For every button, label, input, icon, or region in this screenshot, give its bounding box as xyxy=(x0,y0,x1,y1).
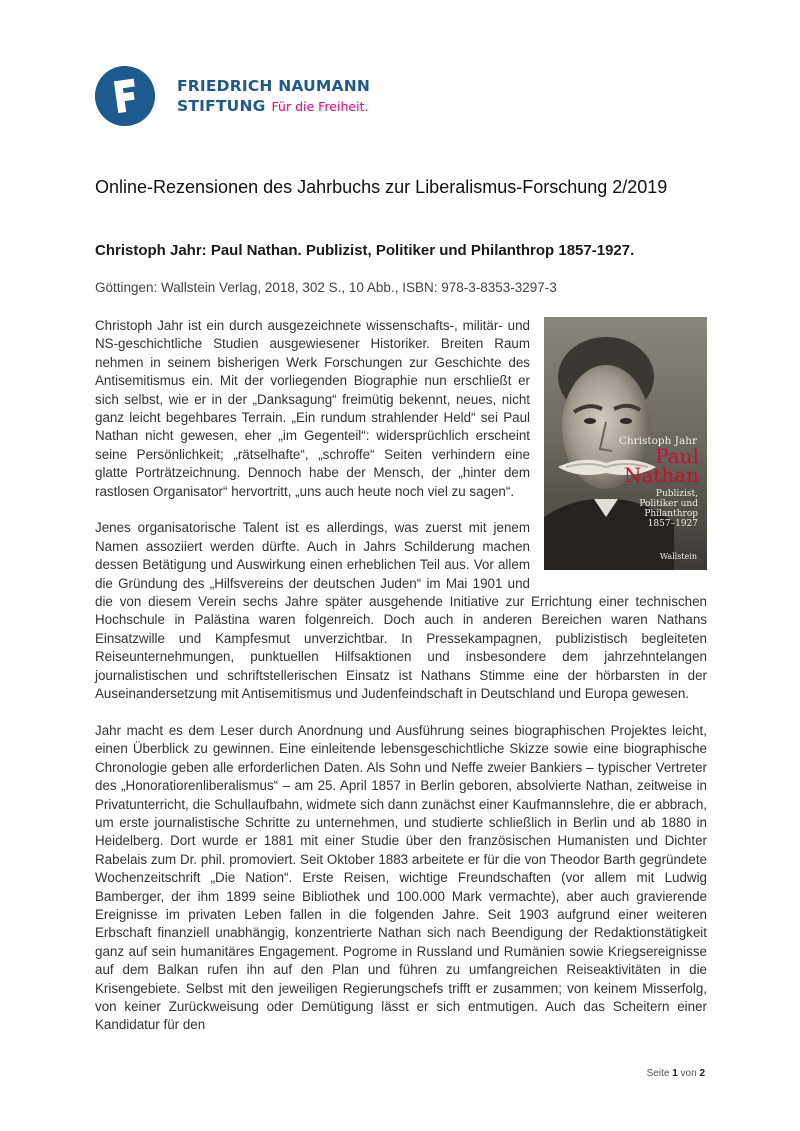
page-footer xyxy=(647,1068,705,1079)
cover-subtitle-line-4: 1857–1927 xyxy=(647,519,698,529)
logo-line-1: FRIEDRICH NAUMANN xyxy=(177,76,371,95)
paragraph-1: Christoph Jahr ist ein durch ausgezeichnete wissenschafts-, militär- und NS-geschichtliche Studien ausgewiesener Historiker. Breiten Raum nehmen in seinem bisherigen Werk Forschungen zur Geschichte des Antisemitismus ein. Mit der vorliegenden Biographie nun erschließt er sich selbst, wie er in der „Danksagung“ freimütig bekennt, neues, nicht ganz leicht begehbares Terrain. „Ein rundum strahlender Held“ sei Paul Nathan nicht gewesen, eher „im Gegenteil“: widersprüchlich erscheint seine Persönlichkeit; „rätselhafte“, „schroffe“ Seiten verhindern eine glatte Porträtzeichnung. Dennoch habe der Mensch, der „hinter dem rastlosen Organisator“ hervortritt, „uns auch heute noch viel zu sagen“. xyxy=(95,318,530,499)
cover-subtitle-line-1: Publizist, xyxy=(655,489,698,499)
cover-subtitle xyxy=(639,489,698,529)
document-title: Online-Rezensionen des Jahrbuchs zur Liberalismus-Forschung 2/2019 xyxy=(95,177,668,197)
cover-publisher: Wallstein xyxy=(659,552,697,561)
cover-title xyxy=(623,444,699,487)
paragraph-3: Jahr macht es dem Leser durch Anordnung und Ausführung seines biographischen Projektes leicht, einen Überblick zu gewinnen. Eine einleitende lebensgeschichtliche Skizze sowie eine biographische Chronologie geben alle erforderlichen Daten. Als Sohn und Neffe zweier Bankiers – typischer Vertreter des „Honoratiorenliberalismus“ – am 25. April 1857 in Berlin geboren, absolvierte Nathan, zeitweise in Privatunterricht, die Schullaufbahn, widmete sich dann zunächst einer Kaufmannslehre, die er abbrach, um erste journalistische Schritte zu unternehmen, und studierte schließlich in Berlin und ab 1880 in Heidelberg. Dort wurde er 1881 mit einer Studie über den französischen Humanisten und Dichter Rabelais zum Dr. phil. promoviert. Seit Oktober 1883 arbeitete er für die von Theodor Barth gegründete Wochenzeitschrift „Die Nation“. Erste Reisen, wichtige Freundschaften (vor allem mit Ludwig Bamberger, der ihm 1899 seine Bibliothek und 100.000 Mark vermachte), aber auch gravierende Ereignisse im privaten Leben fallen in die folgenden Jahre. Seit 1903 aufgrund einer weiteren Erbschaft finanziell unabhängig, konzentrierte Nathan sich nach Beendigung der Redaktionstätigkeit ganz auf sein humanitäres Engagement. Pogrome in Russland und Rumänien sowie Kriegsereignisse auf dem Balkan rufen ihn auf den Plan und führen zu umfangreichen Reiseaktivitäten in die Krisengebiete. Selbst mit den jeweiligen Regierungschefs trifft er zusammen; von keinem Misserfolg, von keiner Zurückweisung oder Demütigung lässt er sich entmutigen. Auch das Scheitern einer Kandidatur für den xyxy=(95,722,707,1033)
paragraph-2: Jenes organisatorische Talent ist es allerdings, was zuerst mit jenem Namen assoziiert werden dürfte. Auch in Jahrs Schilderung machen dessen Betätigung und Auswirkung einen erheblichen Teil aus. Vor allem die Gründung des „Hilfsvereins der deutschen Juden“ im Mai 1901 und die von diesem Verein sechs Jahre später ausgehende Initiative zur Errichtung einer technischen Hochschule in Palästina waren folgenreich. Doch auch in anderen Bereichen waren Nathans Einsatzwille und Kampfesmut unverzichtbar. In Pressekampagnen, publizistisch begleiteten Reiseunternehmungen, punktuellen Hilfsaktionen und insbesondere dem jahrzehntelangen journalistischen und schriftstellerischen Einsatz ist Nathans Stimme eine der hörbarsten in der Auseinandersetzung mit Antisemitismus und Judenfeindschaft in Deutschland und Europa gewesen. xyxy=(95,520,707,702)
logo-line-2 xyxy=(177,96,370,117)
logo-wordmark xyxy=(177,76,370,117)
logo-slogan: Für die Freiheit. xyxy=(271,98,369,114)
footer-total-pages: 2 xyxy=(699,1068,705,1079)
footer-current-page: 1 xyxy=(672,1068,678,1079)
cover-subtitle-line-3: Philanthrop xyxy=(644,509,698,519)
cover-title-line-2: Nathan xyxy=(623,463,699,487)
foundation-logo xyxy=(95,66,370,126)
footer-von-label: von xyxy=(680,1068,697,1079)
logo-f-icon xyxy=(95,66,155,126)
cover-author: Christoph Jahr xyxy=(618,435,697,447)
cover-subtitle-line-2: Politiker und xyxy=(639,499,698,509)
review-body xyxy=(95,317,707,1053)
review-heading: Christoph Jahr: Paul Nathan. Publizist, Politiker und Philanthrop 1857-1927. xyxy=(95,242,635,259)
bibliographic-info: Göttingen: Wallstein Verlag, 2018, 302 S., 10 Abb., ISBN: 978-3-8353-3297-3 xyxy=(95,280,557,295)
logo-line-2-text: STIFTUNG xyxy=(177,96,266,115)
book-cover-image xyxy=(544,317,707,570)
cover-title-line-1: Paul xyxy=(655,444,699,468)
footer-seite-label: Seite xyxy=(646,1068,670,1079)
